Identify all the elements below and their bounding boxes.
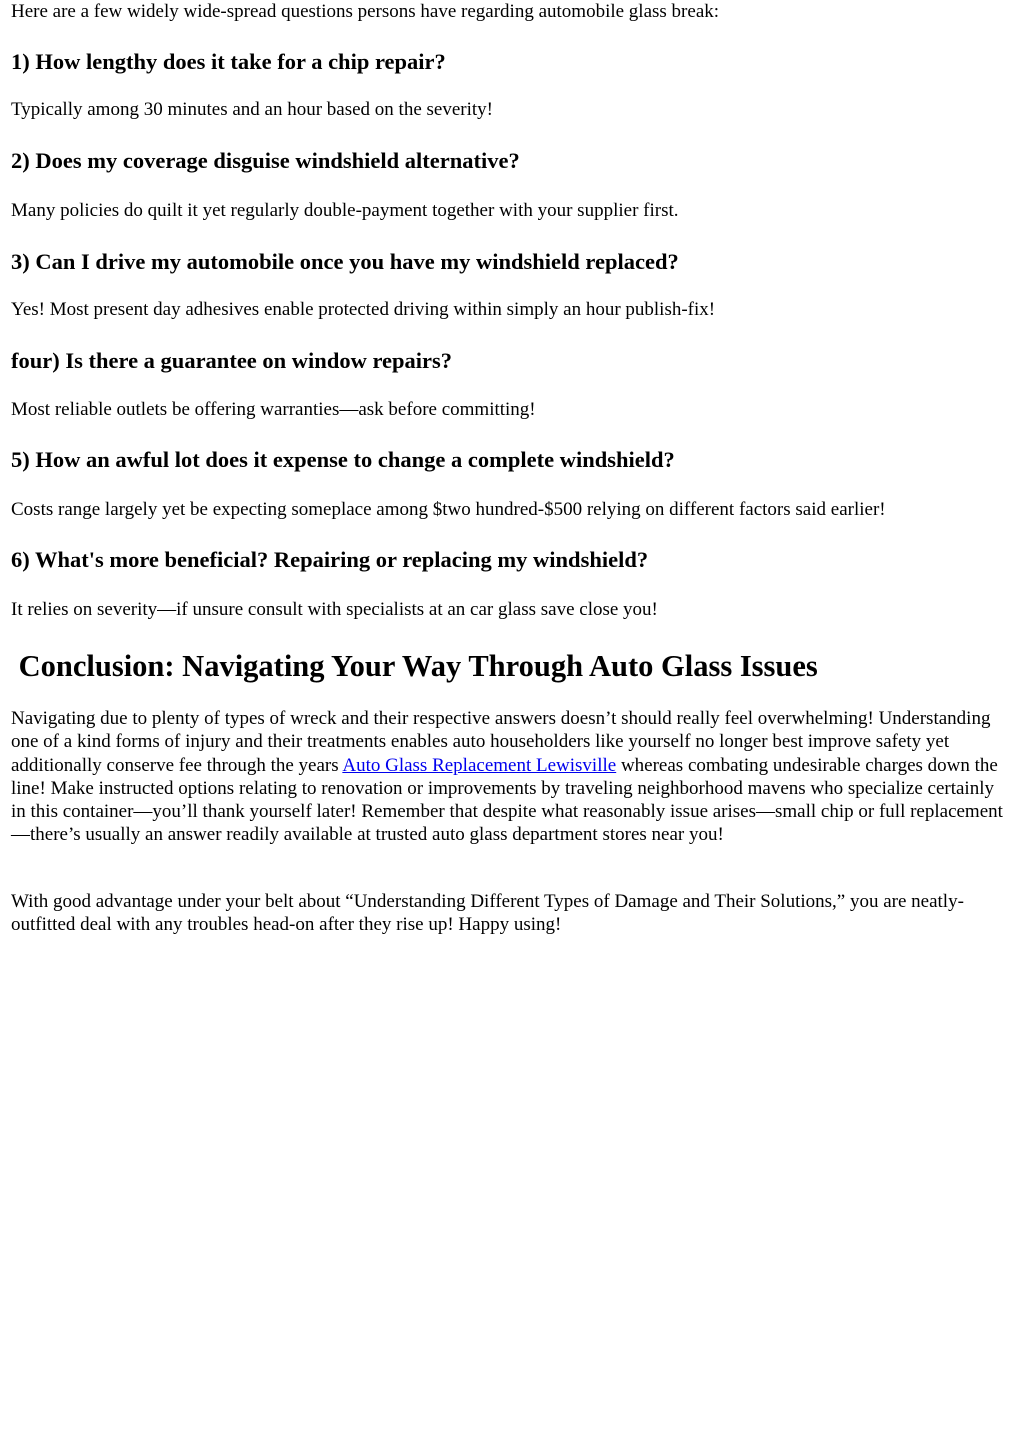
faq-answer-4: Most reliable outlets be offering warranties—ask before committing! <box>11 399 536 420</box>
conclusion-paragraph-2: With good advantage under your belt about “Understanding Different Types of Damage and Their Solutions,” you are neatly-outfitted deal with any troubles head-on after they rise up! Happy using! <box>11 891 964 936</box>
faq-question-3: 3) Can I drive my automobile once you have my windshield replaced? <box>11 249 679 274</box>
faq-answer-1: Typically among 30 minutes and an hour based on the severity! <box>11 99 493 120</box>
conclusion-paragraph-1 <box>11 707 1011 847</box>
faq-answer-3: Yes! Most present day adhesives enable protected driving within simply an hour publish-fix! <box>11 299 716 320</box>
intro-text: Here are a few widely wide-spread questions persons have regarding automobile glass break: <box>11 1 720 22</box>
conclusion-heading: Conclusion: Navigating Your Way Through Auto Glass Issues <box>11 649 818 683</box>
conclusion-paragraph-1-start: Navigating due to plenty of types of wreck and their respective answers doesn’t should really feel overwhelming! Understanding one of a kind forms of injury and their treatments enables auto householders like yourself no longer best improve safety yet additionally conserve fee through the years <box>11 708 991 776</box>
auto-glass-replacement-link[interactable]: Auto Glass Replacement Lewisville <box>342 754 617 776</box>
faq-answer-5: Costs range largely yet be expecting someplace among $two hundred-$500 relying on different factors said earlier! <box>11 499 886 520</box>
faq-question-4: four) Is there a guarantee on window repairs? <box>11 348 453 373</box>
faq-question-6: 6) What's more beneficial? Repairing or replacing my windshield? <box>11 547 649 572</box>
conclusion-paragraph-1-end: whereas combating undesirable charges down the line! Make instructed options relating to renovation or improvements by traveling neighborhood mavens who specialize certainly in this container—you’ll thank yourself later! Remember that despite what reasonably issue arises—small chip or full replacement—there’s usually an answer readily available at trusted auto glass department stores near you! <box>11 754 1003 846</box>
faq-question-1: 1) How lengthy does it take for a chip repair? <box>11 49 446 74</box>
faq-answer-6: It relies on severity—if unsure consult with specialists at an car glass save close you! <box>11 599 658 620</box>
faq-question-5: 5) How an awful lot does it expense to change a complete windshield? <box>11 447 675 472</box>
faq-answer-2: Many policies do quilt it yet regularly double-payment together with your supplier first. <box>11 200 679 221</box>
faq-question-2: 2) Does my coverage disguise windshield alternative? <box>11 148 520 173</box>
